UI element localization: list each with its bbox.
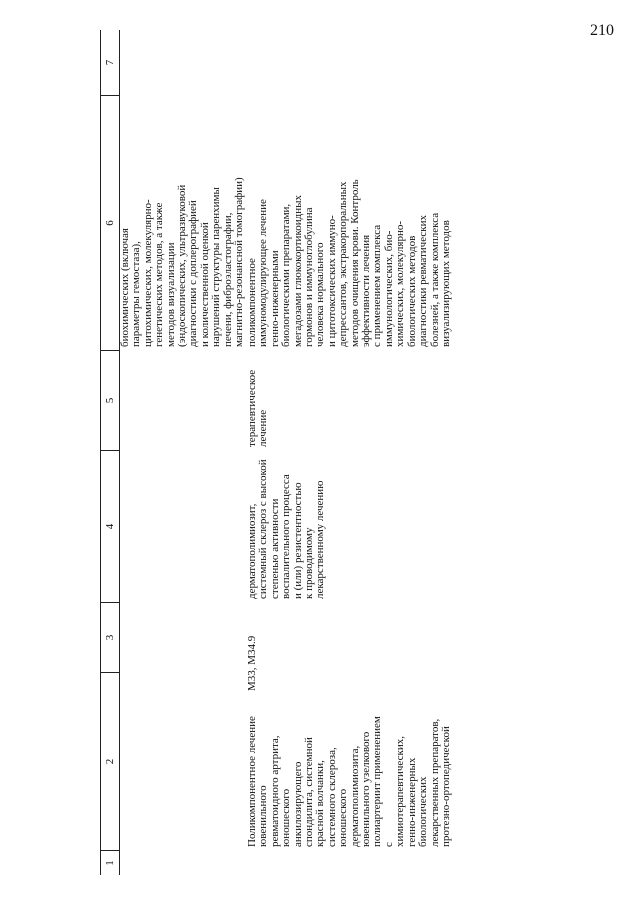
text-line: с [382, 842, 395, 847]
col3-codes [247, 607, 258, 691]
header-col-2: 2 [101, 673, 119, 851]
text-line: полиартериит применением [371, 716, 384, 847]
text-line: нарушений структуры паренхимы [210, 187, 223, 347]
text-line: с применением комплекса [371, 224, 384, 347]
text-line: мегадозами глюкокортикоидных [291, 195, 304, 347]
text-line: лекарственных препаратов, [428, 718, 441, 847]
text-line: биохимических (включая [119, 228, 131, 347]
header-col-6: 6 [101, 96, 119, 351]
text-line: методов визуализации [164, 242, 177, 347]
col2-treatment [247, 675, 452, 847]
text-line: иммунологических, био- [382, 230, 395, 347]
text-line: визуализирующих методов [439, 220, 452, 347]
text-line: методов очищения крови. Контроль [348, 179, 361, 347]
text-line: анкилозирующего [291, 761, 304, 847]
text-line: диагностики ревматических [417, 215, 430, 347]
text-line: системного склероза, [325, 747, 338, 847]
text-line: (эндоскопических, ультразвуковой [176, 184, 189, 347]
text-line: и цитотоксических иммуно- [325, 215, 338, 347]
header-col-3: 3 [101, 603, 119, 673]
text-line: спондилита, системной [303, 737, 316, 847]
header-col-1: 1 [104, 860, 116, 866]
text-line: ревматоидного артрита, [268, 735, 281, 847]
text-line: эффективности лечения [360, 234, 373, 347]
header-col-7: 7 [101, 30, 119, 96]
text-line: гормонов и иммуноглобулина [303, 207, 316, 347]
text-line: биологических [417, 776, 430, 847]
col5-treatment-type [247, 353, 270, 447]
text-line: цитохимических, молекулярно- [141, 199, 154, 347]
text-line: дерматополимиозит, [246, 503, 258, 599]
text-line: красной волчанки, [314, 760, 327, 847]
text-line: лечение [257, 409, 270, 447]
icd-codes: M33, M34.9 [246, 635, 258, 691]
col6-continuation [120, 97, 245, 347]
text-line: Поликомпонентное лечение [246, 716, 258, 847]
text-line: магнитно-резонансной томографии) [233, 177, 246, 347]
text-line: человека нормального [314, 242, 327, 347]
page-number: 210 [590, 22, 614, 39]
text-line: степенью активности [268, 498, 281, 599]
text-line: дерматополимиозита, [348, 745, 361, 847]
text-line: и количественной оценкой [198, 222, 211, 347]
text-line: лекарственному лечению [314, 480, 327, 599]
text-line: поликомпонентное [246, 258, 258, 347]
text-line: генно-инженерных [405, 757, 418, 847]
text-line: параметры гемостаза), [130, 241, 143, 347]
text-line: болезней, а также комплекса [428, 212, 441, 347]
text-line: системный склероз с высокой [257, 459, 270, 599]
text-line: биологическими препаратами, [280, 203, 293, 347]
col4-diagnosis [247, 451, 327, 599]
text-line: диагностики с доплерографией [187, 200, 200, 347]
text-line: иммуномодулирующее лечение [257, 199, 270, 347]
text-line: ювенильного [257, 785, 270, 847]
text-line: депрессантов, экстракорпоральных [337, 181, 350, 347]
text-line: терапевтическое [246, 369, 258, 447]
rotated-table [100, 30, 590, 875]
text-line: юношеского [280, 788, 293, 847]
text-line: биологических методов [405, 235, 418, 347]
header-col-4: 4 [101, 451, 119, 603]
text-line: и (или) резистентностью [291, 482, 304, 599]
text-line: протезно-ортопедической [439, 726, 452, 847]
col6-treatment-method [247, 97, 452, 347]
text-line: генетических методов, а также [153, 202, 166, 347]
table-header-row [100, 30, 120, 875]
text-line: печени, фиброэластографии, [221, 212, 234, 347]
header-col-5: 5 [101, 351, 119, 451]
text-line: химиотерапевтических, [394, 736, 407, 847]
text-line: воспалительного процесса [280, 474, 293, 599]
text-line: ювенильного узелкового [360, 731, 373, 847]
text-line: генно-инженерными [268, 250, 281, 347]
text-line: к проводимому [303, 527, 316, 599]
text-line: юношеского [337, 788, 350, 847]
text-line: химических, молекулярно- [394, 220, 407, 347]
